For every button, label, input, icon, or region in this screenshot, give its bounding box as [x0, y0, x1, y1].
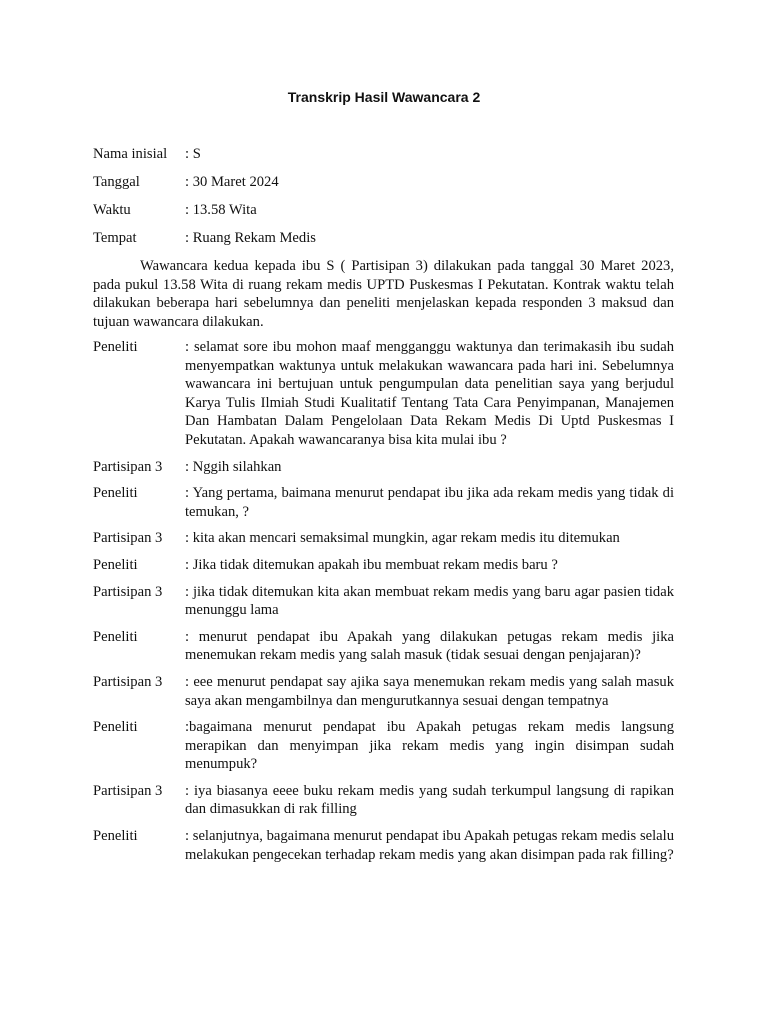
- meta-label: Waktu: [93, 202, 131, 218]
- meta-value: : 30 Maret 2024: [185, 174, 279, 190]
- speaker-label: Partisipan 3: [93, 782, 163, 799]
- speaker-label: Partisipan 3: [93, 673, 163, 690]
- speaker-label: Peneliti: [93, 339, 138, 355]
- intro-paragraph: Wawancara kedua kepada ibu S ( Partisipan 3) dilakukan pada tanggal 30 Maret 2023, pada pukul 13.58 Wita di ruang rekam medis UPTD Puskesmas I Pekutatan. Kontrak waktu telah dilakukan beberapa hari sebelumnya dan peneliti menjelaskan kepada responden 3 maksud dan tujuan wawancara dilakukan.: [93, 258, 674, 330]
- utterance-text: : kita akan mencari semaksimal mungkin, agar rekam medis itu ditemukan: [185, 530, 620, 547]
- utterance-text: : Nggih silahkan: [185, 458, 282, 475]
- utterance-text: :bagaimana menurut pendapat ibu Apakah petugas rekam medis langsung merapikan dan menyimpan jika rekam medis yang ingin disimpan sudah menumpuk?: [185, 719, 674, 773]
- dialog-turn: [93, 827, 674, 864]
- speaker-label: Peneliti: [93, 485, 138, 502]
- utterance-text: : jika tidak ditemukan kita akan membuat rekam medis yang baru agar pasien tidak menunggu lama: [185, 583, 674, 619]
- dialog-turn: [93, 782, 674, 819]
- speaker-label: Partisipan 3: [93, 530, 163, 547]
- dialog-turn: [93, 673, 674, 710]
- meta-label: Tempat: [93, 230, 137, 246]
- meta-label: Nama inisial: [93, 146, 168, 162]
- utterance-text: : iya biasanya eeee buku rekam medis yang sudah terkumpul langsung di rapikan dan dimasukkan di rak filling: [185, 782, 674, 818]
- utterance-text: : selamat sore ibu mohon maaf mengganggu waktunya dan terimakasih ibu sudah menyempatkan waktunya untuk melakukan wawancara pada hari ini. Sebelumnya wawancara ini bertujuan untuk pengumpulan data penelitian saya yang berjudul Karya Tulis Ilmiah Studi Kualitatif Tentang Tata Cara Penyimpanan, Manajemen Dan Hambatan Dalam Pengelolaan Data Rekam Medis Di Uptd Puskesmas I Pekutatan. Apakah wawancaranya bisa kita mulai ibu ?: [185, 339, 674, 448]
- dialog-turn: [93, 628, 674, 665]
- speaker-label: Peneliti: [93, 828, 138, 845]
- meta-label: Tanggal: [93, 174, 140, 190]
- meta-value: : S: [185, 146, 201, 162]
- utterance-text: : Yang pertama, baimana menurut pendapat ibu jika ada rekam medis yang tidak di temukan, ?: [185, 485, 674, 520]
- meta-value: : 13.58 Wita: [185, 202, 257, 218]
- speaker-label: Peneliti: [93, 628, 138, 645]
- dialog-turn: [93, 718, 674, 774]
- dialog-turn: [93, 556, 674, 575]
- document-title: Transkrip Hasil Wawancara 2: [287, 89, 481, 105]
- interview-dialog: [93, 338, 674, 872]
- speaker-label: Partisipan 3: [93, 458, 163, 475]
- dialog-turn: [93, 529, 674, 548]
- dialog-turn: [93, 338, 674, 450]
- dialog-turn: [93, 583, 674, 620]
- utterance-text: : menurut pendapat ibu Apakah yang dilakukan petugas rekam medis jika menemukan rekam medis yang salah masuk (tidak sesuai dengan penjajaran)?: [185, 628, 674, 664]
- speaker-label: Peneliti: [93, 556, 138, 573]
- speaker-label: Peneliti: [93, 719, 138, 736]
- utterance-text: : eee menurut pendapat say ajika saya menemukan rekam medis yang salah masuk saya akan mengambilnya dan mengurutkannya sesuai dengan tempatnya: [185, 673, 674, 709]
- dialog-turn: [93, 484, 674, 521]
- meta-value: : Ruang Rekam Medis: [185, 230, 316, 246]
- dialog-turn: [93, 458, 674, 477]
- utterance-text: : selanjutnya, bagaimana menurut pendapat ibu Apakah petugas rekam medis selalu melakukan pengecekan terhadap rekam medis yang akan disimpan pada rak filling?: [185, 828, 674, 863]
- speaker-label: Partisipan 3: [93, 583, 163, 600]
- utterance-text: : Jika tidak ditemukan apakah ibu membuat rekam medis baru ?: [185, 556, 558, 573]
